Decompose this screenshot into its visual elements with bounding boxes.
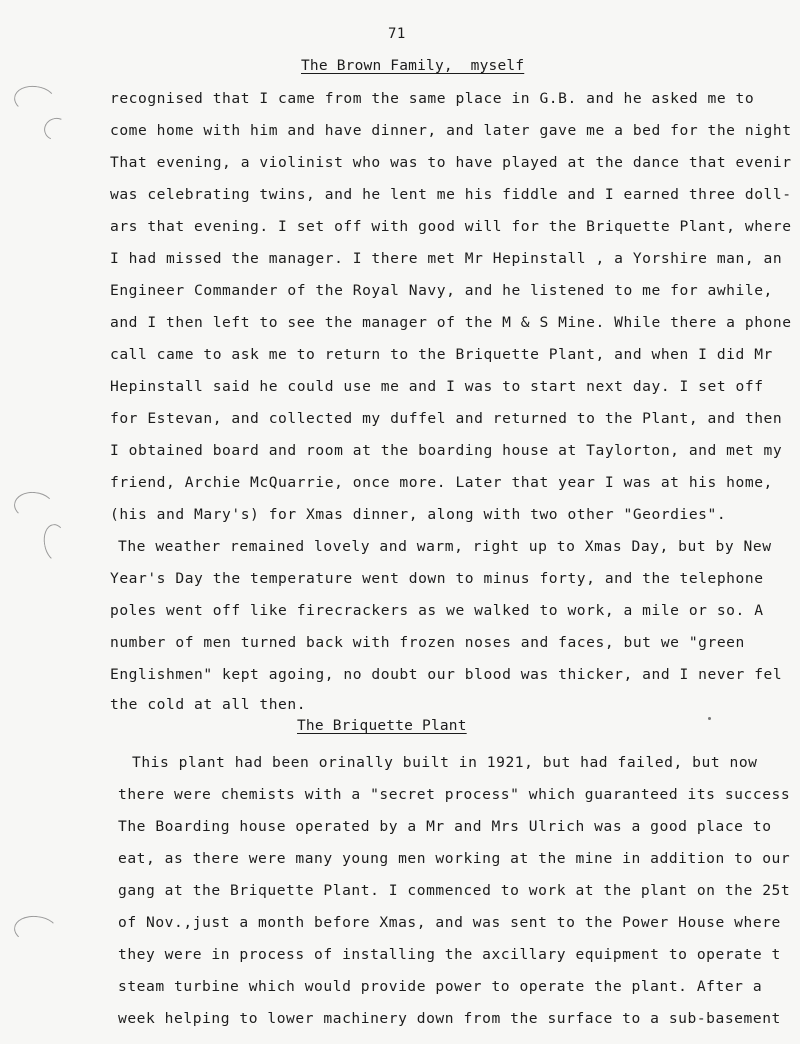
text-line: there were chemists with a "secret process" which guaranteed its success: [118, 786, 791, 803]
text-line: The Boarding house operated by a Mr and Mrs Ulrich was a good place to: [118, 818, 772, 835]
text-line: I had missed the manager. I there met Mr Hepinstall , a Yorshire man, an: [110, 250, 783, 267]
binder-hole-mark: [12, 83, 57, 117]
page-number: 71: [388, 26, 406, 42]
text-line: they were in process of installing the axcillary equipment to operate t: [118, 946, 781, 963]
text-line: number of men turned back with frozen noses and faces, but we "green: [110, 634, 745, 651]
text-line: call came to ask me to return to the Briquette Plant, and when I did Mr: [110, 346, 773, 363]
binder-hole-mark: [13, 914, 60, 946]
text-line: eat, as there were many young men working at the mine in addition to our: [118, 850, 791, 867]
text-line: recognised that I came from the same place in G.B. and he asked me to: [110, 90, 755, 107]
text-line: Engineer Commander of the Royal Navy, and he listened to me for awhile,: [110, 282, 773, 299]
binder-hole-mark: [13, 490, 56, 522]
text-line: of Nov.,just a month before Xmas, and was sent to the Power House where: [118, 914, 781, 931]
text-line: for Estevan, and collected my duffel and returned to the Plant, and then: [110, 410, 783, 427]
text-line: steam turbine which would provide power to operate the plant. After a: [118, 978, 763, 995]
text-line: friend, Archie McQuarrie, once more. Later that year I was at his home,: [110, 474, 773, 491]
text-line: was celebrating twins, and he lent me his fiddle and I earned three doll-: [110, 186, 792, 203]
text-line: poles went off like firecrackers as we walked to work, a mile or so. A: [110, 602, 764, 619]
text-line: ars that evening. I set off with good will for the Briquette Plant, where: [110, 218, 792, 235]
text-line: the cold at all then.: [110, 696, 307, 713]
text-line: That evening, a violinist who was to have played at the dance that evenir: [110, 154, 792, 171]
text-line: This plant had been orinally built in 1921, but had failed, but now: [132, 754, 758, 771]
text-line: (his and Mary's) for Xmas dinner, along with two other "Geordies".: [110, 506, 727, 523]
binder-hole-mark: [41, 522, 71, 564]
text-line: come home with him and have dinner, and later gave me a bed for the night: [110, 122, 792, 139]
text-line: The weather remained lovely and warm, right up to Xmas Day, but by New: [118, 538, 772, 555]
text-line: and I then left to see the manager of the M & S Mine. While there a phone: [110, 314, 792, 331]
text-line: Hepinstall said he could use me and I was to start next day. I set off: [110, 378, 764, 395]
binder-hole-mark: [41, 115, 71, 144]
text-line: week helping to lower machinery down from the surface to a sub-basement: [118, 1010, 781, 1027]
text-line: Year's Day the temperature went down to minus forty, and the telephone: [110, 570, 764, 587]
text-line: Englishmen" kept agoing, no doubt our blood was thicker, and I never fel: [110, 666, 783, 683]
text-line: I obtained board and room at the boarding house at Taylorton, and met my: [110, 442, 783, 459]
section-heading: The Brown Family, myself: [301, 58, 525, 74]
subheading: The Briquette Plant: [297, 718, 467, 734]
text-line: gang at the Briquette Plant. I commenced to work at the plant on the 25t: [118, 882, 791, 899]
ink-speck: [708, 717, 711, 720]
